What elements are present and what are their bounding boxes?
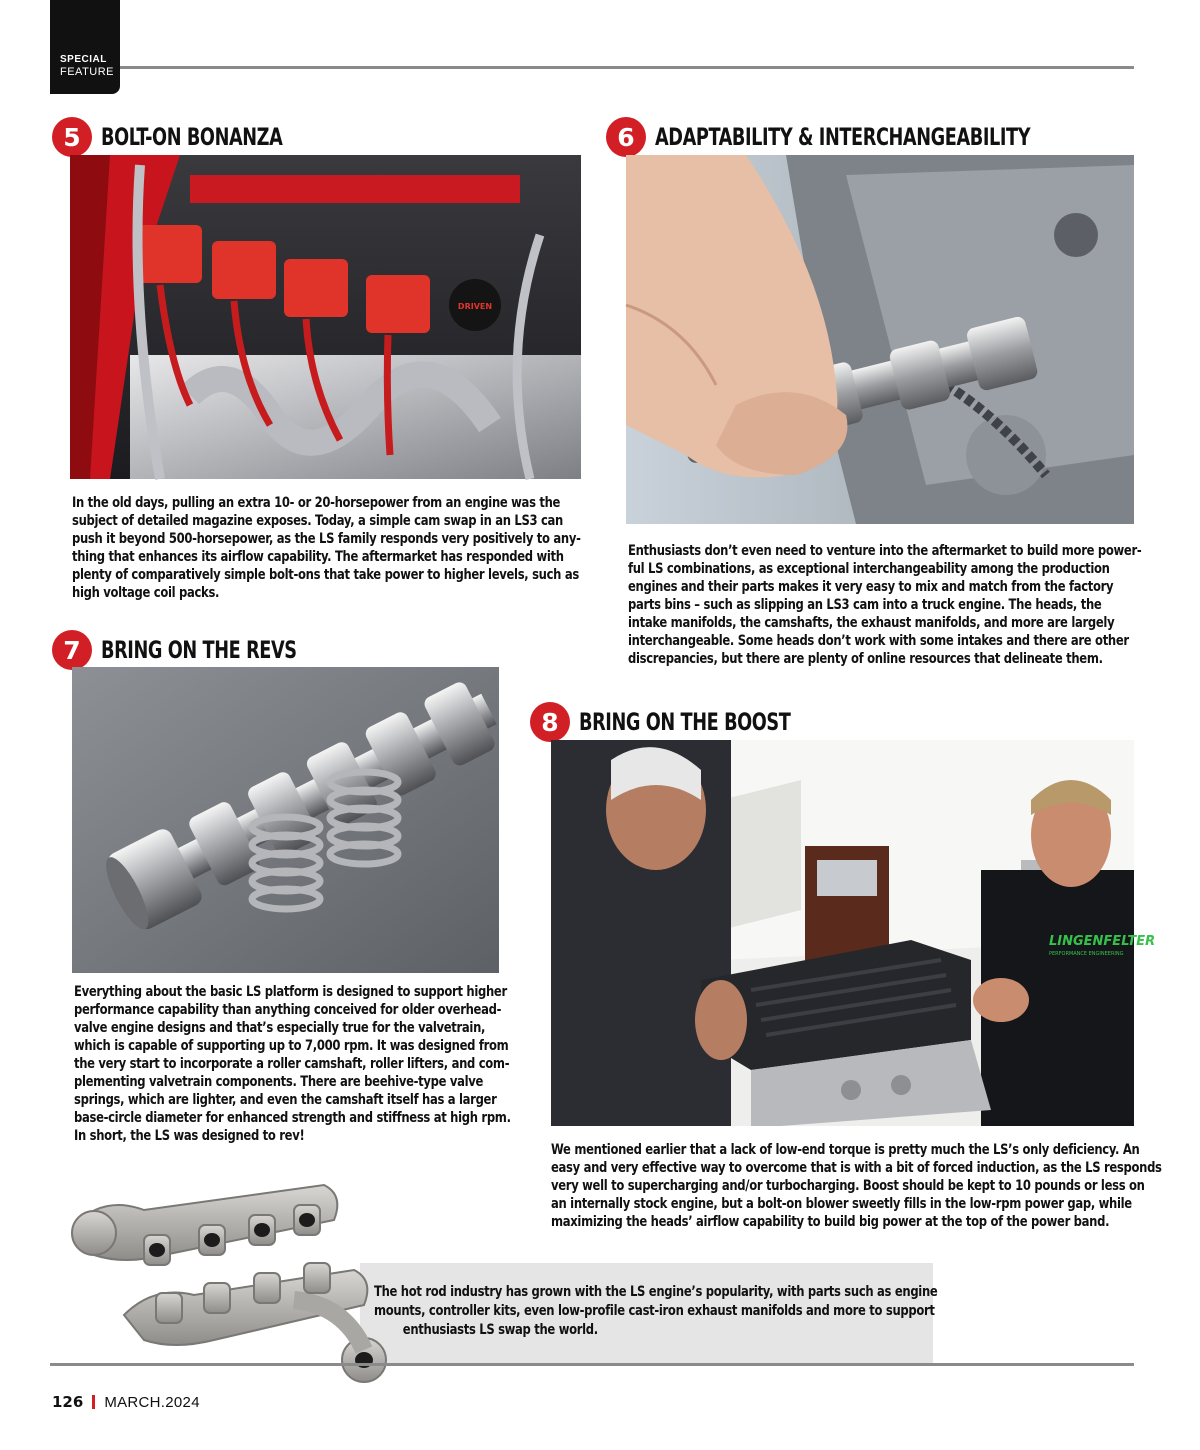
section-8-line: maximizing the heads’ airflow capability to build big power at the top of the power band. (551, 1214, 1110, 1230)
camshaft-springs-photo (72, 667, 499, 973)
section-6-line: intake manifolds, the camshafts, the exhaust manifolds, and more are largely (628, 615, 1115, 631)
section-5-heading (52, 117, 322, 157)
section-7-line: which is capable of supporting up to 7,000 rpm. It was designed from (74, 1038, 509, 1054)
page-number: 126 (52, 1393, 84, 1411)
section-5-line: plenty of comparatively simple bolt-ons that take power to higher levels, such as (72, 567, 579, 583)
section-6-title: ADAPTABILITY & INTERCHANGEABILITY (655, 123, 1031, 151)
shirt-sub-label: PERFORMANCE ENGINEERING (1049, 951, 1124, 957)
section-5-number: 5 (52, 117, 92, 157)
section-7-line: base-circle diameter for enhanced strength and stiffness at high rpm. (74, 1110, 511, 1126)
shirt-brand-label: LINGENFELTER (1049, 934, 1156, 949)
camshaft-install-photo (626, 155, 1134, 524)
section-tab (50, 0, 120, 94)
section-tab-line2: FEATURE (60, 66, 115, 78)
bottom-rule (50, 1363, 1134, 1366)
section-5-title: BOLT-ON BONANZA (101, 123, 283, 151)
footer-separator (92, 1395, 95, 1409)
section-6-line: parts bins – such as slipping an LS3 cam into a truck engine. The heads, the (628, 597, 1102, 613)
section-7-heading (52, 630, 340, 670)
section-8-title: BRING ON THE BOOST (579, 708, 791, 736)
caption-text (374, 1283, 937, 1340)
top-rule (120, 66, 1134, 69)
caption-line: mounts, controller kits, even low-profile cast-iron exhaust manifolds and more to support (374, 1303, 935, 1319)
section-5-line: In the old days, pulling an extra 10- or 20-horsepower from an engine was the (72, 495, 561, 511)
caption-line: The hot rod industry has grown with the LS engine’s popularity, with parts such as engine (374, 1284, 938, 1300)
section-5-line: subject of detailed magazine exposes. Today, a simple cam swap in an LS3 can (72, 513, 563, 529)
section-7-title: BRING ON THE REVS (101, 636, 297, 664)
section-8-heading (530, 702, 837, 742)
section-5-line: push it beyond 500-horsepower, as the LS family responds very positively to any- (72, 531, 581, 547)
section-5-line: thing that enhances its airflow capability. The aftermarket has responded with (72, 549, 564, 565)
supercharger-workshop-photo (551, 740, 1156, 1126)
coil-pack-engine-photo (70, 155, 581, 479)
section-8-line: very well to supercharging and/or turbocharging. Boost should be kept to 10 pounds or less on (551, 1178, 1145, 1194)
section-8-line: an internally stock engine, but a bolt-on blower sweetly fills in the low-rpm power gap, while (551, 1196, 1132, 1212)
section-5-body (72, 494, 581, 602)
section-6-line: Enthusiasts don’t even need to venture into the aftermarket to build more power- (628, 543, 1142, 559)
coil-brand-label: DRIVEN (457, 302, 493, 311)
section-7-body (74, 983, 511, 1145)
section-7-line: springs, which are lighter, and even the camshaft itself has a larger (74, 1092, 497, 1108)
section-7-line: In short, the LS was designed to rev! (74, 1128, 305, 1144)
section-8-line: easy and very effective way to overcome that is with a bit of forced induction, as the LS responds (551, 1160, 1162, 1176)
section-7-line: the very start to incorporate a roller camshaft, roller lifters, and com- (74, 1056, 510, 1072)
section-5-line: high voltage coil packs. (72, 585, 220, 601)
section-8-body (551, 1141, 1162, 1231)
section-8-number: 8 (530, 702, 570, 742)
section-7-line: performance capability than anything conceived for older overhead- (74, 1002, 502, 1018)
section-6-line: interchangeable. Some heads don’t work with some intakes and there are other (628, 633, 1129, 649)
section-7-line: plementing valvetrain components. There are beehive-type valve (74, 1074, 484, 1090)
section-6-line: engines and their parts makes it very easy to mix and match from the factory (628, 579, 1114, 595)
section-6-line: ful LS combinations, as exceptional interchangeability among the production (628, 561, 1110, 577)
page-footer (52, 1393, 200, 1411)
exhaust-manifolds-photo (64, 1175, 424, 1395)
section-7-line: valve engine designs and that’s especially true for the valvetrain, (74, 1020, 486, 1036)
section-6-heading (606, 117, 1112, 157)
issue-date: MARCH.2024 (104, 1393, 200, 1411)
section-8-line: We mentioned earlier that a lack of low-end torque is pretty much the LS’s only deficiency. An (551, 1142, 1140, 1158)
section-tab-line1: SPECIAL (60, 54, 107, 65)
section-7-line: Everything about the basic LS platform is designed to support higher (74, 984, 507, 1000)
caption-line: enthusiasts LS swap the world. (402, 1322, 598, 1338)
section-6-body (628, 542, 1141, 668)
section-6-number: 6 (606, 117, 646, 157)
section-7-number: 7 (52, 630, 92, 670)
section-6-line: discrepancies, but there are plenty of online resources that delineate them. (628, 651, 1103, 667)
